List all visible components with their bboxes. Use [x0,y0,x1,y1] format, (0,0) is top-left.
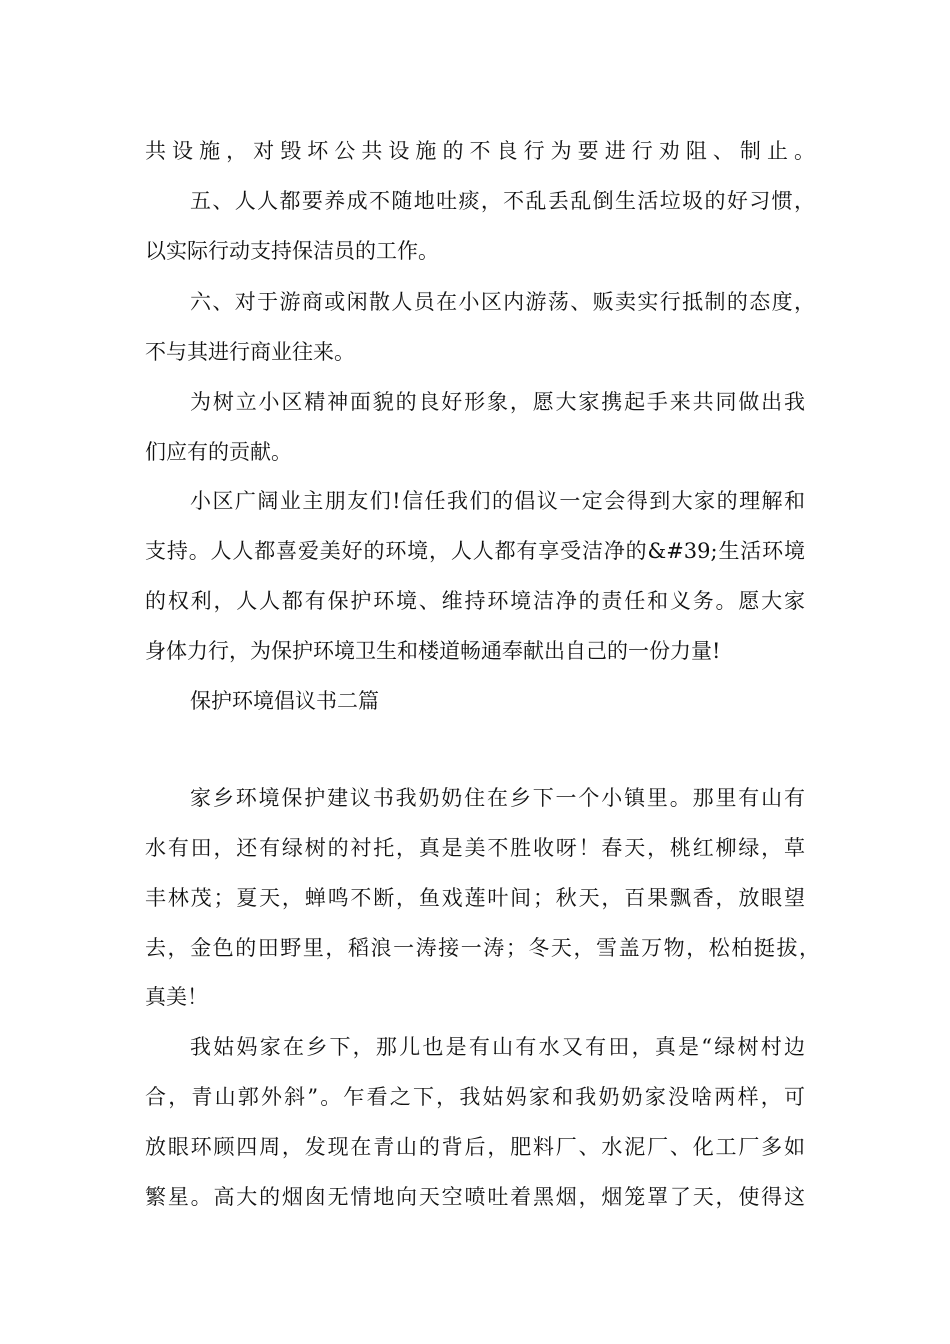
text-line: 真美！ [145,985,208,1009]
text-line: 五、人人都要养成不随地吐痰，不乱丢乱倒生活垃圾的好习惯， [190,189,815,213]
text-line: 共设施，对毁坏公共设施的不良行为要进行劝阻、制止。 [145,139,815,163]
text-line: 我姑妈家在乡下，那儿也是有山有水又有田，真是“绿树村边 [190,1035,805,1059]
text-line: 身体力行，为保护环境卫生和楼道畅通奉献出自己的一份力量! [145,639,721,663]
text-line: 以实际行动支持保洁员的工作。 [145,239,439,263]
text-line: 繁星。高大的烟囱无情地向天空喷吐着黑烟，烟笼罩了天，使得这 [145,1185,805,1209]
text-line: 家乡环境保护建议书我奶奶住在乡下一个小镇里。那里有山有 [190,786,805,810]
text-line: 六、对于游商或闲散人员在小区内游荡、贩卖实行抵制的态度， [190,290,815,314]
text-line: 们应有的贡献。 [145,440,292,464]
text-line: 的权利，人人都有保护环境、维持环境洁净的责任和义务。愿大家 [145,589,805,613]
text-line: 小区广阔业主朋友们!信任我们的倡议一定会得到大家的理解和 [190,489,805,513]
text-line: 为树立小区精神面貌的良好形象，愿大家携起手来共同做出我 [190,390,805,414]
text-line: 放眼环顾四周，发现在青山的背后，肥料厂、水泥厂、化工厂多如 [145,1135,805,1159]
text-line: 丰林茂；夏天，蝉鸣不断，鱼戏莲叶间；秋天，百果飘香，放眼望 [145,886,805,910]
text-line: 水有田，还有绿树的衬托，真是美不胜收呀！春天，桃红柳绿，草 [145,836,805,860]
section-heading: 保护环境倡议书二篇 [190,689,379,713]
text-line: 支持。人人都喜爱美好的环境，人人都有享受洁净的&#39;生活环境 [145,539,805,563]
text-line: 合，青山郭外斜”。乍看之下，我姑妈家和我奶奶家没啥两样，可 [145,1085,805,1109]
text-line: 不与其进行商业往来。 [145,340,355,364]
text-line: 去，金色的田野里，稻浪一涛接一涛；冬天，雪盖万物，松柏挺拔， [145,936,820,960]
